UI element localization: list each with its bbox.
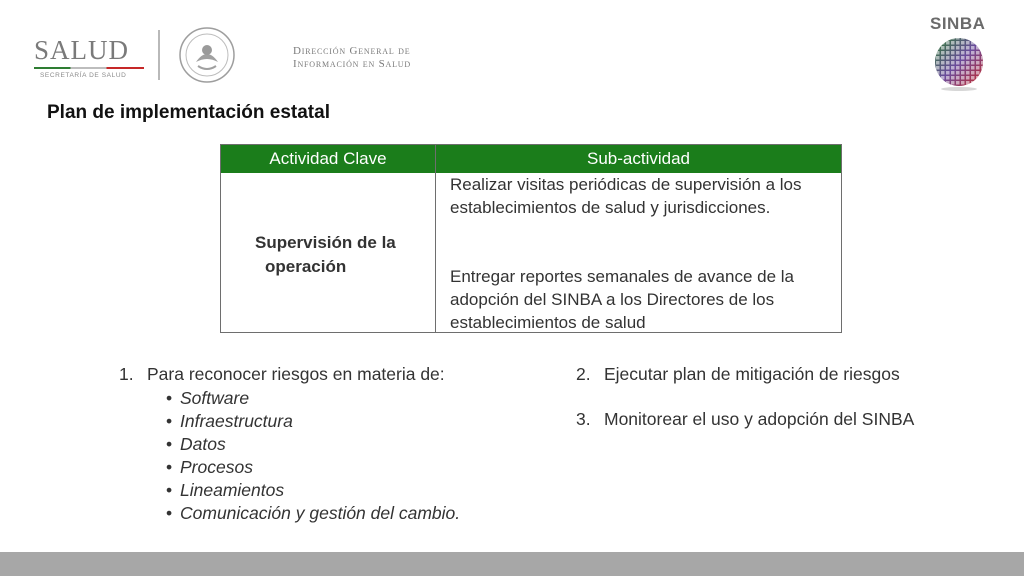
activity-table bbox=[220, 144, 842, 333]
salud-logo-word: SALUD bbox=[34, 35, 130, 65]
page-title: Plan de implementación estatal bbox=[47, 102, 330, 123]
risk-bullet: • Comunicación y gestión del cambio. bbox=[166, 502, 460, 525]
sinba-logo-label: SINBA bbox=[930, 14, 986, 33]
table-subactivity-2: Entregar reportes semanales de avance de la adopción del SINBA a los Directores de los establecimientos de salud bbox=[450, 267, 794, 332]
risk-bullet: • Procesos bbox=[166, 456, 460, 479]
key-activity-line-2: operación bbox=[265, 257, 347, 276]
table-key-activity bbox=[255, 231, 425, 279]
list-item-1-number: 1. bbox=[119, 364, 134, 384]
risk-bullet: • Software bbox=[166, 387, 460, 410]
salud-logo bbox=[34, 36, 154, 82]
list-item-3-number: 3. bbox=[576, 409, 591, 429]
header-divider bbox=[158, 30, 160, 80]
dgis-logo-text bbox=[293, 45, 411, 71]
salud-logo-subtitle: SECRETARÍA DE SALUD bbox=[40, 72, 127, 79]
list-item-3-text: Monitorear el uso y adopción del SINBA bbox=[604, 409, 915, 429]
dgis-line-1: Dirección General de bbox=[293, 45, 411, 57]
risk-bullet: • Infraestructura bbox=[166, 410, 460, 433]
table-header-activity: Actividad Clave bbox=[269, 149, 387, 168]
salud-logo-tricolor-bar bbox=[34, 67, 144, 69]
risk-bullet: • Lineamientos bbox=[166, 479, 460, 502]
risk-bullet: • Datos bbox=[166, 433, 460, 456]
list-item-1-text: Para reconocer riesgos en materia de: bbox=[147, 364, 445, 384]
risk-bullet-list bbox=[166, 387, 460, 525]
sinba-globe-icon bbox=[931, 36, 987, 92]
list-item-2-text: Ejecutar plan de mitigación de riesgos bbox=[604, 364, 900, 384]
list-item-2-number: 2. bbox=[576, 364, 591, 384]
table-header-row bbox=[221, 145, 841, 173]
list-item-2 bbox=[576, 364, 900, 385]
dgis-line-2: Información en Salud bbox=[293, 58, 411, 70]
table-column-divider bbox=[435, 145, 436, 332]
list-item-3 bbox=[576, 409, 914, 430]
footer-bar bbox=[0, 552, 1024, 576]
national-seal-icon bbox=[178, 26, 236, 84]
key-activity-line-1: Supervisión de la bbox=[255, 233, 396, 252]
table-header-subactivity: Sub-actividad bbox=[586, 149, 690, 168]
table-subactivity-1: Realizar visitas periódicas de supervisión a los establecimientos de salud y jurisdicciones. bbox=[450, 175, 802, 217]
